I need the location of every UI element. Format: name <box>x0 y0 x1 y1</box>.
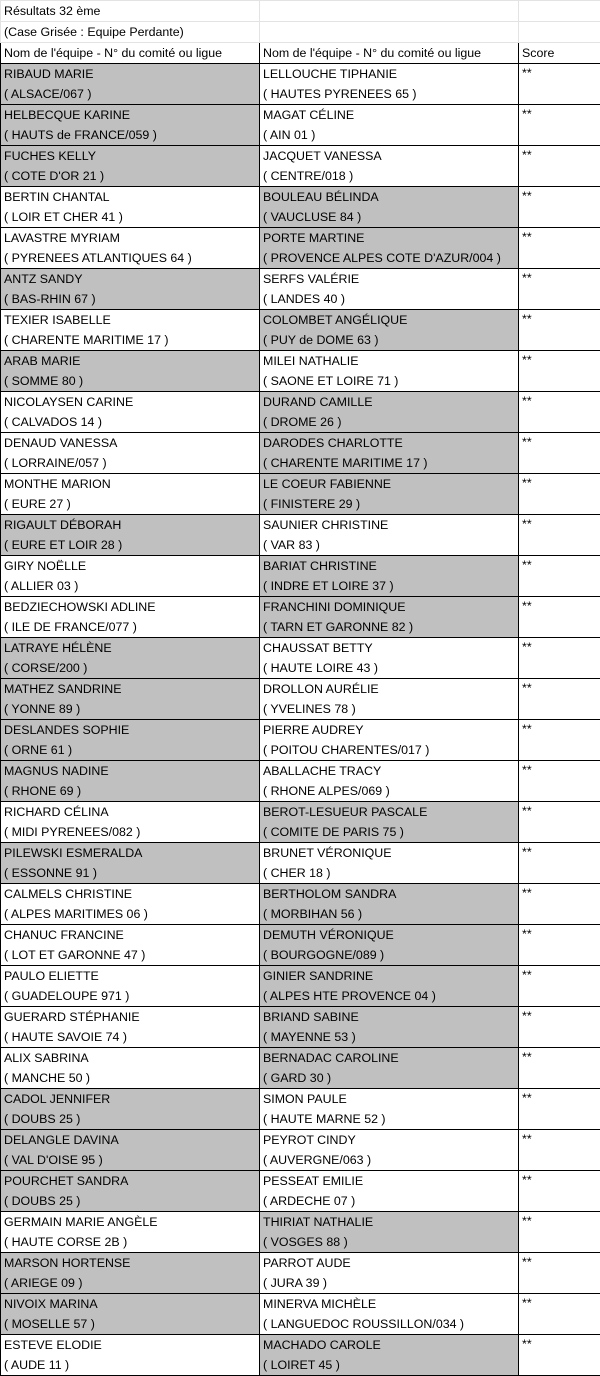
team2-name[interactable]: THIRIAT NATHALIE <box>260 1212 519 1233</box>
match-score[interactable]: ** <box>519 1007 600 1048</box>
team1-committee[interactable]: ( RHONE 69 ) <box>1 781 260 802</box>
team2-committee[interactable]: ( LANGUEDOC ROUSSILLON/034 ) <box>260 1314 519 1335</box>
match-row-committee <box>1 535 600 556</box>
match-row-committee <box>1 1068 600 1089</box>
team2-name[interactable]: PEYROT CINDY <box>260 1130 519 1151</box>
team1-name[interactable]: PILEWSKI ESMERALDA <box>1 843 260 864</box>
match-row-committee <box>1 822 600 843</box>
team1-committee[interactable]: ( HAUTE CORSE 2B ) <box>1 1232 260 1253</box>
title-row <box>1 1 600 22</box>
team1-committee[interactable]: ( COTE D'OR 21 ) <box>1 166 260 187</box>
match-score[interactable]: ** <box>519 1130 600 1171</box>
team1-name[interactable]: MARSON HORTENSE <box>1 1253 260 1274</box>
match-score[interactable]: ** <box>519 310 600 351</box>
team1-committee[interactable]: ( ARIEGE 09 ) <box>1 1273 260 1294</box>
match-row-name <box>1 1007 600 1028</box>
team1-committee[interactable]: ( MIDI PYRENEES/082 ) <box>1 822 260 843</box>
team1-committee[interactable]: ( ORNE 61 ) <box>1 740 260 761</box>
match-row-name <box>1 515 600 536</box>
team1-committee[interactable]: ( VAL D'OISE 95 ) <box>1 1150 260 1171</box>
team1-name[interactable]: RICHARD CÉLINA <box>1 802 260 823</box>
team2-committee[interactable]: ( GARD 30 ) <box>260 1068 519 1089</box>
team2-committee[interactable]: ( COMITE DE PARIS 75 ) <box>260 822 519 843</box>
match-score[interactable]: ** <box>519 761 600 802</box>
match-row-committee <box>1 904 600 925</box>
match-score[interactable]: ** <box>519 351 600 392</box>
team2-name[interactable]: DARODES CHARLOTTE <box>260 433 519 454</box>
team1-committee[interactable]: ( CALVADOS 14 ) <box>1 412 260 433</box>
team2-committee[interactable]: ( AIN 01 ) <box>260 125 519 146</box>
team1-name[interactable]: ALIX SABRINA <box>1 1048 260 1069</box>
team2-committee[interactable]: ( CENTRE/018 ) <box>260 166 519 187</box>
match-score[interactable]: ** <box>519 1335 600 1376</box>
team1-name[interactable]: POURCHET SANDRA <box>1 1171 260 1192</box>
team2-committee[interactable]: ( MAYENNE 53 ) <box>260 1027 519 1048</box>
team2-name[interactable]: MAGAT CÉLINE <box>260 105 519 126</box>
match-row-name <box>1 1294 600 1315</box>
team1-committee[interactable]: ( PYRENEES ATLANTIQUES 64 ) <box>1 248 260 269</box>
team2-committee[interactable]: ( DROME 26 ) <box>260 412 519 433</box>
team1-name[interactable]: CHANUC FRANCINE <box>1 925 260 946</box>
team2-committee[interactable]: ( FINISTERE 29 ) <box>260 494 519 515</box>
match-row-name <box>1 802 600 823</box>
team1-committee[interactable]: ( LOT ET GARONNE 47 ) <box>1 945 260 966</box>
match-score[interactable]: ** <box>519 64 600 105</box>
match-row-committee <box>1 248 600 269</box>
match-score[interactable]: ** <box>519 720 600 761</box>
team2-committee[interactable]: ( VOSGES 88 ) <box>260 1232 519 1253</box>
team1-committee[interactable]: ( EURE 27 ) <box>1 494 260 515</box>
match-row-name <box>1 269 600 290</box>
match-row-committee <box>1 84 600 105</box>
match-score[interactable]: ** <box>519 1253 600 1294</box>
empty-cell[interactable] <box>519 1 600 22</box>
match-row-committee <box>1 125 600 146</box>
match-row-name <box>1 556 600 577</box>
team2-name[interactable]: FRANCHINI DOMINIQUE <box>260 597 519 618</box>
team1-name[interactable]: PAULO ELIETTE <box>1 966 260 987</box>
team2-committee[interactable]: ( ALPES HTE PROVENCE 04 ) <box>260 986 519 1007</box>
match-row-name <box>1 966 600 987</box>
match-score[interactable]: ** <box>519 105 600 146</box>
match-score[interactable]: ** <box>519 1212 600 1253</box>
match-score[interactable]: ** <box>519 228 600 269</box>
match-row-committee <box>1 1314 600 1335</box>
team2-name[interactable]: MILEI NATHALIE <box>260 351 519 372</box>
match-row-name <box>1 720 600 741</box>
match-score[interactable]: ** <box>519 802 600 843</box>
match-row-name <box>1 433 600 454</box>
match-row-committee <box>1 699 600 720</box>
team1-committee[interactable]: ( ILE DE FRANCE/077 ) <box>1 617 260 638</box>
match-row-name <box>1 228 600 249</box>
match-row-name <box>1 105 600 126</box>
team1-name[interactable]: CADOL JENNIFER <box>1 1089 260 1110</box>
team2-committee[interactable]: ( ARDECHE 07 ) <box>260 1191 519 1212</box>
team1-committee[interactable]: ( MOSELLE 57 ) <box>1 1314 260 1335</box>
match-row-committee <box>1 1109 600 1130</box>
match-row-committee <box>1 576 600 597</box>
team2-name[interactable]: DURAND CAMILLE <box>260 392 519 413</box>
team2-committee[interactable]: ( CHARENTE MARITIME 17 ) <box>260 453 519 474</box>
team1-committee[interactable]: ( LOIR ET CHER 41 ) <box>1 207 260 228</box>
team1-committee[interactable]: ( AUDE 11 ) <box>1 1355 260 1376</box>
match-row-name <box>1 1171 600 1192</box>
team1-committee[interactable]: ( GUADELOUPE 971 ) <box>1 986 260 1007</box>
empty-cell[interactable] <box>519 22 600 43</box>
match-row-committee <box>1 945 600 966</box>
team1-committee[interactable]: ( DOUBS 25 ) <box>1 1109 260 1130</box>
team2-committee[interactable]: ( SAONE ET LOIRE 71 ) <box>260 371 519 392</box>
team1-name[interactable]: LAVASTRE MYRIAM <box>1 228 260 249</box>
team2-name[interactable]: JACQUET VANESSA <box>260 146 519 167</box>
match-score[interactable]: ** <box>519 515 600 556</box>
match-row-name <box>1 64 600 85</box>
match-row-name <box>1 679 600 700</box>
match-row-committee <box>1 1150 600 1171</box>
match-row-committee <box>1 494 600 515</box>
team1-name[interactable]: TEXIER ISABELLE <box>1 310 260 331</box>
match-row-name <box>1 1335 600 1356</box>
team2-name[interactable]: BARIAT CHRISTINE <box>260 556 519 577</box>
sheet-title[interactable]: Résultats 32 ème <box>1 1 260 22</box>
team2-committee[interactable]: ( TARN ET GARONNE 82 ) <box>260 617 519 638</box>
team1-committee[interactable]: ( CHARENTE MARITIME 17 ) <box>1 330 260 351</box>
team2-name[interactable]: GINIER SANDRINE <box>260 966 519 987</box>
team2-name[interactable]: PIERRE AUDREY <box>260 720 519 741</box>
team1-committee[interactable]: ( ALSACE/067 ) <box>1 84 260 105</box>
team2-name[interactable]: MACHADO CAROLE <box>260 1335 519 1356</box>
team2-committee[interactable]: ( HAUTE LOIRE 43 ) <box>260 658 519 679</box>
team1-name[interactable]: LATRAYE HÉLÈNE <box>1 638 260 659</box>
team2-name[interactable]: BERTHOLOM SANDRA <box>260 884 519 905</box>
match-row-name <box>1 146 600 167</box>
team1-committee[interactable]: ( BAS-RHIN 67 ) <box>1 289 260 310</box>
team2-name[interactable]: PARROT AUDE <box>260 1253 519 1274</box>
match-row-committee <box>1 330 600 351</box>
team2-committee[interactable]: ( POITOU CHARENTES/017 ) <box>260 740 519 761</box>
match-score[interactable]: ** <box>519 187 600 228</box>
team2-committee[interactable]: ( PUY de DOME 63 ) <box>260 330 519 351</box>
team1-committee[interactable]: ( EURE ET LOIR 28 ) <box>1 535 260 556</box>
match-row-name <box>1 351 600 372</box>
match-score[interactable]: ** <box>519 1089 600 1130</box>
team2-name[interactable]: LE COEUR FABIENNE <box>260 474 519 495</box>
team2-name[interactable]: PESSEAT EMILIE <box>260 1171 519 1192</box>
match-row-name <box>1 597 600 618</box>
match-row-committee <box>1 166 600 187</box>
team1-committee[interactable]: ( SOMME 80 ) <box>1 371 260 392</box>
match-row-committee <box>1 740 600 761</box>
match-row-committee <box>1 658 600 679</box>
match-score[interactable]: ** <box>519 925 600 966</box>
team1-name[interactable]: CALMELS CHRISTINE <box>1 884 260 905</box>
team2-name[interactable]: BERNADAC CAROLINE <box>260 1048 519 1069</box>
match-row-committee <box>1 1273 600 1294</box>
team1-name[interactable]: BEDZIECHOWSKI ADLINE <box>1 597 260 618</box>
match-row-name <box>1 474 600 495</box>
match-row-committee <box>1 1355 600 1376</box>
team2-committee[interactable]: ( INDRE ET LOIRE 37 ) <box>260 576 519 597</box>
team2-committee[interactable]: ( HAUTE MARNE 52 ) <box>260 1109 519 1130</box>
match-row-committee <box>1 1191 600 1212</box>
match-row-name <box>1 1048 600 1069</box>
team2-name[interactable]: BEROT-LESUEUR PASCALE <box>260 802 519 823</box>
header-row <box>1 43 600 64</box>
team1-name[interactable]: NICOLAYSEN CARINE <box>1 392 260 413</box>
team1-name[interactable]: NIVOIX MARINA <box>1 1294 260 1315</box>
match-row-name <box>1 1253 600 1274</box>
team2-committee[interactable]: ( PROVENCE ALPES COTE D'AZUR/004 ) <box>260 248 519 269</box>
match-score[interactable]: ** <box>519 1171 600 1212</box>
team2-name[interactable]: SAUNIER CHRISTINE <box>260 515 519 536</box>
match-score[interactable]: ** <box>519 433 600 474</box>
team2-name[interactable]: LELLOUCHE TIPHANIE <box>260 64 519 85</box>
team2-name[interactable]: BOULEAU BÉLINDA <box>260 187 519 208</box>
team2-name[interactable]: DEMUTH VÉRONIQUE <box>260 925 519 946</box>
team2-name[interactable]: MINERVA MICHÈLE <box>260 1294 519 1315</box>
match-row-committee <box>1 289 600 310</box>
match-row-committee <box>1 863 600 884</box>
team2-name[interactable]: BRIAND SABINE <box>260 1007 519 1028</box>
header-score[interactable]: Score <box>519 43 600 64</box>
legend-row <box>1 22 600 43</box>
match-score[interactable]: ** <box>519 638 600 679</box>
team2-name[interactable]: DROLLON AURÉLIE <box>260 679 519 700</box>
team1-committee[interactable]: ( CORSE/200 ) <box>1 658 260 679</box>
match-row-name <box>1 761 600 782</box>
team1-name[interactable]: GERMAIN MARIE ANGÈLE <box>1 1212 260 1233</box>
team2-name[interactable]: SIMON PAULE <box>260 1089 519 1110</box>
team1-name[interactable]: ESTEVE ELODIE <box>1 1335 260 1356</box>
team1-name[interactable]: MAGNUS NADINE <box>1 761 260 782</box>
team1-name[interactable]: BERTIN CHANTAL <box>1 187 260 208</box>
match-row-committee <box>1 207 600 228</box>
match-score[interactable]: ** <box>519 884 600 925</box>
team1-name[interactable]: ANTZ SANDY <box>1 269 260 290</box>
match-score[interactable]: ** <box>519 679 600 720</box>
team1-name[interactable]: DENAUD VANESSA <box>1 433 260 454</box>
match-score[interactable]: ** <box>519 843 600 884</box>
match-score[interactable]: ** <box>519 146 600 187</box>
team1-committee[interactable]: ( ALPES MARITIMES 06 ) <box>1 904 260 925</box>
legend-note[interactable]: (Case Grisée : Equipe Perdante) <box>1 22 260 43</box>
team1-name[interactable]: HELBECQUE KARINE <box>1 105 260 126</box>
match-row-name <box>1 187 600 208</box>
match-score[interactable]: ** <box>519 597 600 638</box>
match-row-name <box>1 392 600 413</box>
team2-committee[interactable]: ( CHER 18 ) <box>260 863 519 884</box>
team2-name[interactable]: ABALLACHE TRACY <box>260 761 519 782</box>
match-score[interactable]: ** <box>519 474 600 515</box>
match-row-committee <box>1 781 600 802</box>
team1-name[interactable]: MONTHE MARION <box>1 474 260 495</box>
match-row-name <box>1 638 600 659</box>
team2-committee[interactable]: ( YVELINES 78 ) <box>260 699 519 720</box>
team2-committee[interactable]: ( MORBIHAN 56 ) <box>260 904 519 925</box>
match-score[interactable]: ** <box>519 1048 600 1089</box>
team2-committee[interactable]: ( RHONE ALPES/069 ) <box>260 781 519 802</box>
team1-committee[interactable]: ( DOUBS 25 ) <box>1 1191 260 1212</box>
match-score[interactable]: ** <box>519 966 600 1007</box>
team1-name[interactable]: FUCHES KELLY <box>1 146 260 167</box>
team1-name[interactable]: RIBAUD MARIE <box>1 64 260 85</box>
team2-name[interactable]: COLOMBET ANGÉLIQUE <box>260 310 519 331</box>
match-row-committee <box>1 453 600 474</box>
header-team2[interactable]: Nom de l'équipe - N° du comité ou ligue <box>260 43 519 64</box>
match-score[interactable]: ** <box>519 1294 600 1335</box>
team1-committee[interactable]: ( MANCHE 50 ) <box>1 1068 260 1089</box>
team1-name[interactable]: RIGAULT DÉBORAH <box>1 515 260 536</box>
match-row-name <box>1 1089 600 1110</box>
team2-committee[interactable]: ( AUVERGNE/063 ) <box>260 1150 519 1171</box>
match-row-name <box>1 843 600 864</box>
header-team1[interactable]: Nom de l'équipe - N° du comité ou ligue <box>1 43 260 64</box>
team1-committee[interactable]: ( HAUTS de FRANCE/059 ) <box>1 125 260 146</box>
team1-name[interactable]: DELANGLE DAVINA <box>1 1130 260 1151</box>
team1-committee[interactable]: ( HAUTE SAVOIE 74 ) <box>1 1027 260 1048</box>
team1-name[interactable]: ARAB MARIE <box>1 351 260 372</box>
team1-committee[interactable]: ( ALLIER 03 ) <box>1 576 260 597</box>
match-score[interactable]: ** <box>519 392 600 433</box>
team1-committee[interactable]: ( LORRAINE/057 ) <box>1 453 260 474</box>
match-row-committee <box>1 1027 600 1048</box>
team2-name[interactable]: CHAUSSAT BETTY <box>260 638 519 659</box>
empty-cell[interactable] <box>260 22 519 43</box>
team2-name[interactable]: BRUNET VÉRONIQUE <box>260 843 519 864</box>
team1-name[interactable]: GUERARD STÉPHANIE <box>1 1007 260 1028</box>
team1-name[interactable]: DESLANDES SOPHIE <box>1 720 260 741</box>
team1-committee[interactable]: ( YONNE 89 ) <box>1 699 260 720</box>
team1-name[interactable]: GIRY NOËLLE <box>1 556 260 577</box>
team2-committee[interactable]: ( JURA 39 ) <box>260 1273 519 1294</box>
match-row-committee <box>1 371 600 392</box>
team2-committee[interactable]: ( LANDES 40 ) <box>260 289 519 310</box>
team2-committee[interactable]: ( VAUCLUSE 84 ) <box>260 207 519 228</box>
team2-name[interactable]: PORTE MARTINE <box>260 228 519 249</box>
team2-committee[interactable]: ( LOIRET 45 ) <box>260 1355 519 1376</box>
match-score[interactable]: ** <box>519 269 600 310</box>
match-score[interactable]: ** <box>519 556 600 597</box>
team2-name[interactable]: SERFS VALÉRIE <box>260 269 519 290</box>
match-row-committee <box>1 986 600 1007</box>
team1-name[interactable]: MATHEZ SANDRINE <box>1 679 260 700</box>
team2-committee[interactable]: ( BOURGOGNE/089 ) <box>260 945 519 966</box>
match-row-name <box>1 884 600 905</box>
match-row-name <box>1 1130 600 1151</box>
match-row-committee <box>1 617 600 638</box>
team2-committee[interactable]: ( VAR 83 ) <box>260 535 519 556</box>
match-row-committee <box>1 412 600 433</box>
empty-cell[interactable] <box>260 1 519 22</box>
match-row-committee <box>1 1232 600 1253</box>
team1-committee[interactable]: ( ESSONNE 91 ) <box>1 863 260 884</box>
match-row-name <box>1 310 600 331</box>
team2-committee[interactable]: ( HAUTES PYRENEES 65 ) <box>260 84 519 105</box>
match-row-name <box>1 1212 600 1233</box>
match-row-name <box>1 925 600 946</box>
